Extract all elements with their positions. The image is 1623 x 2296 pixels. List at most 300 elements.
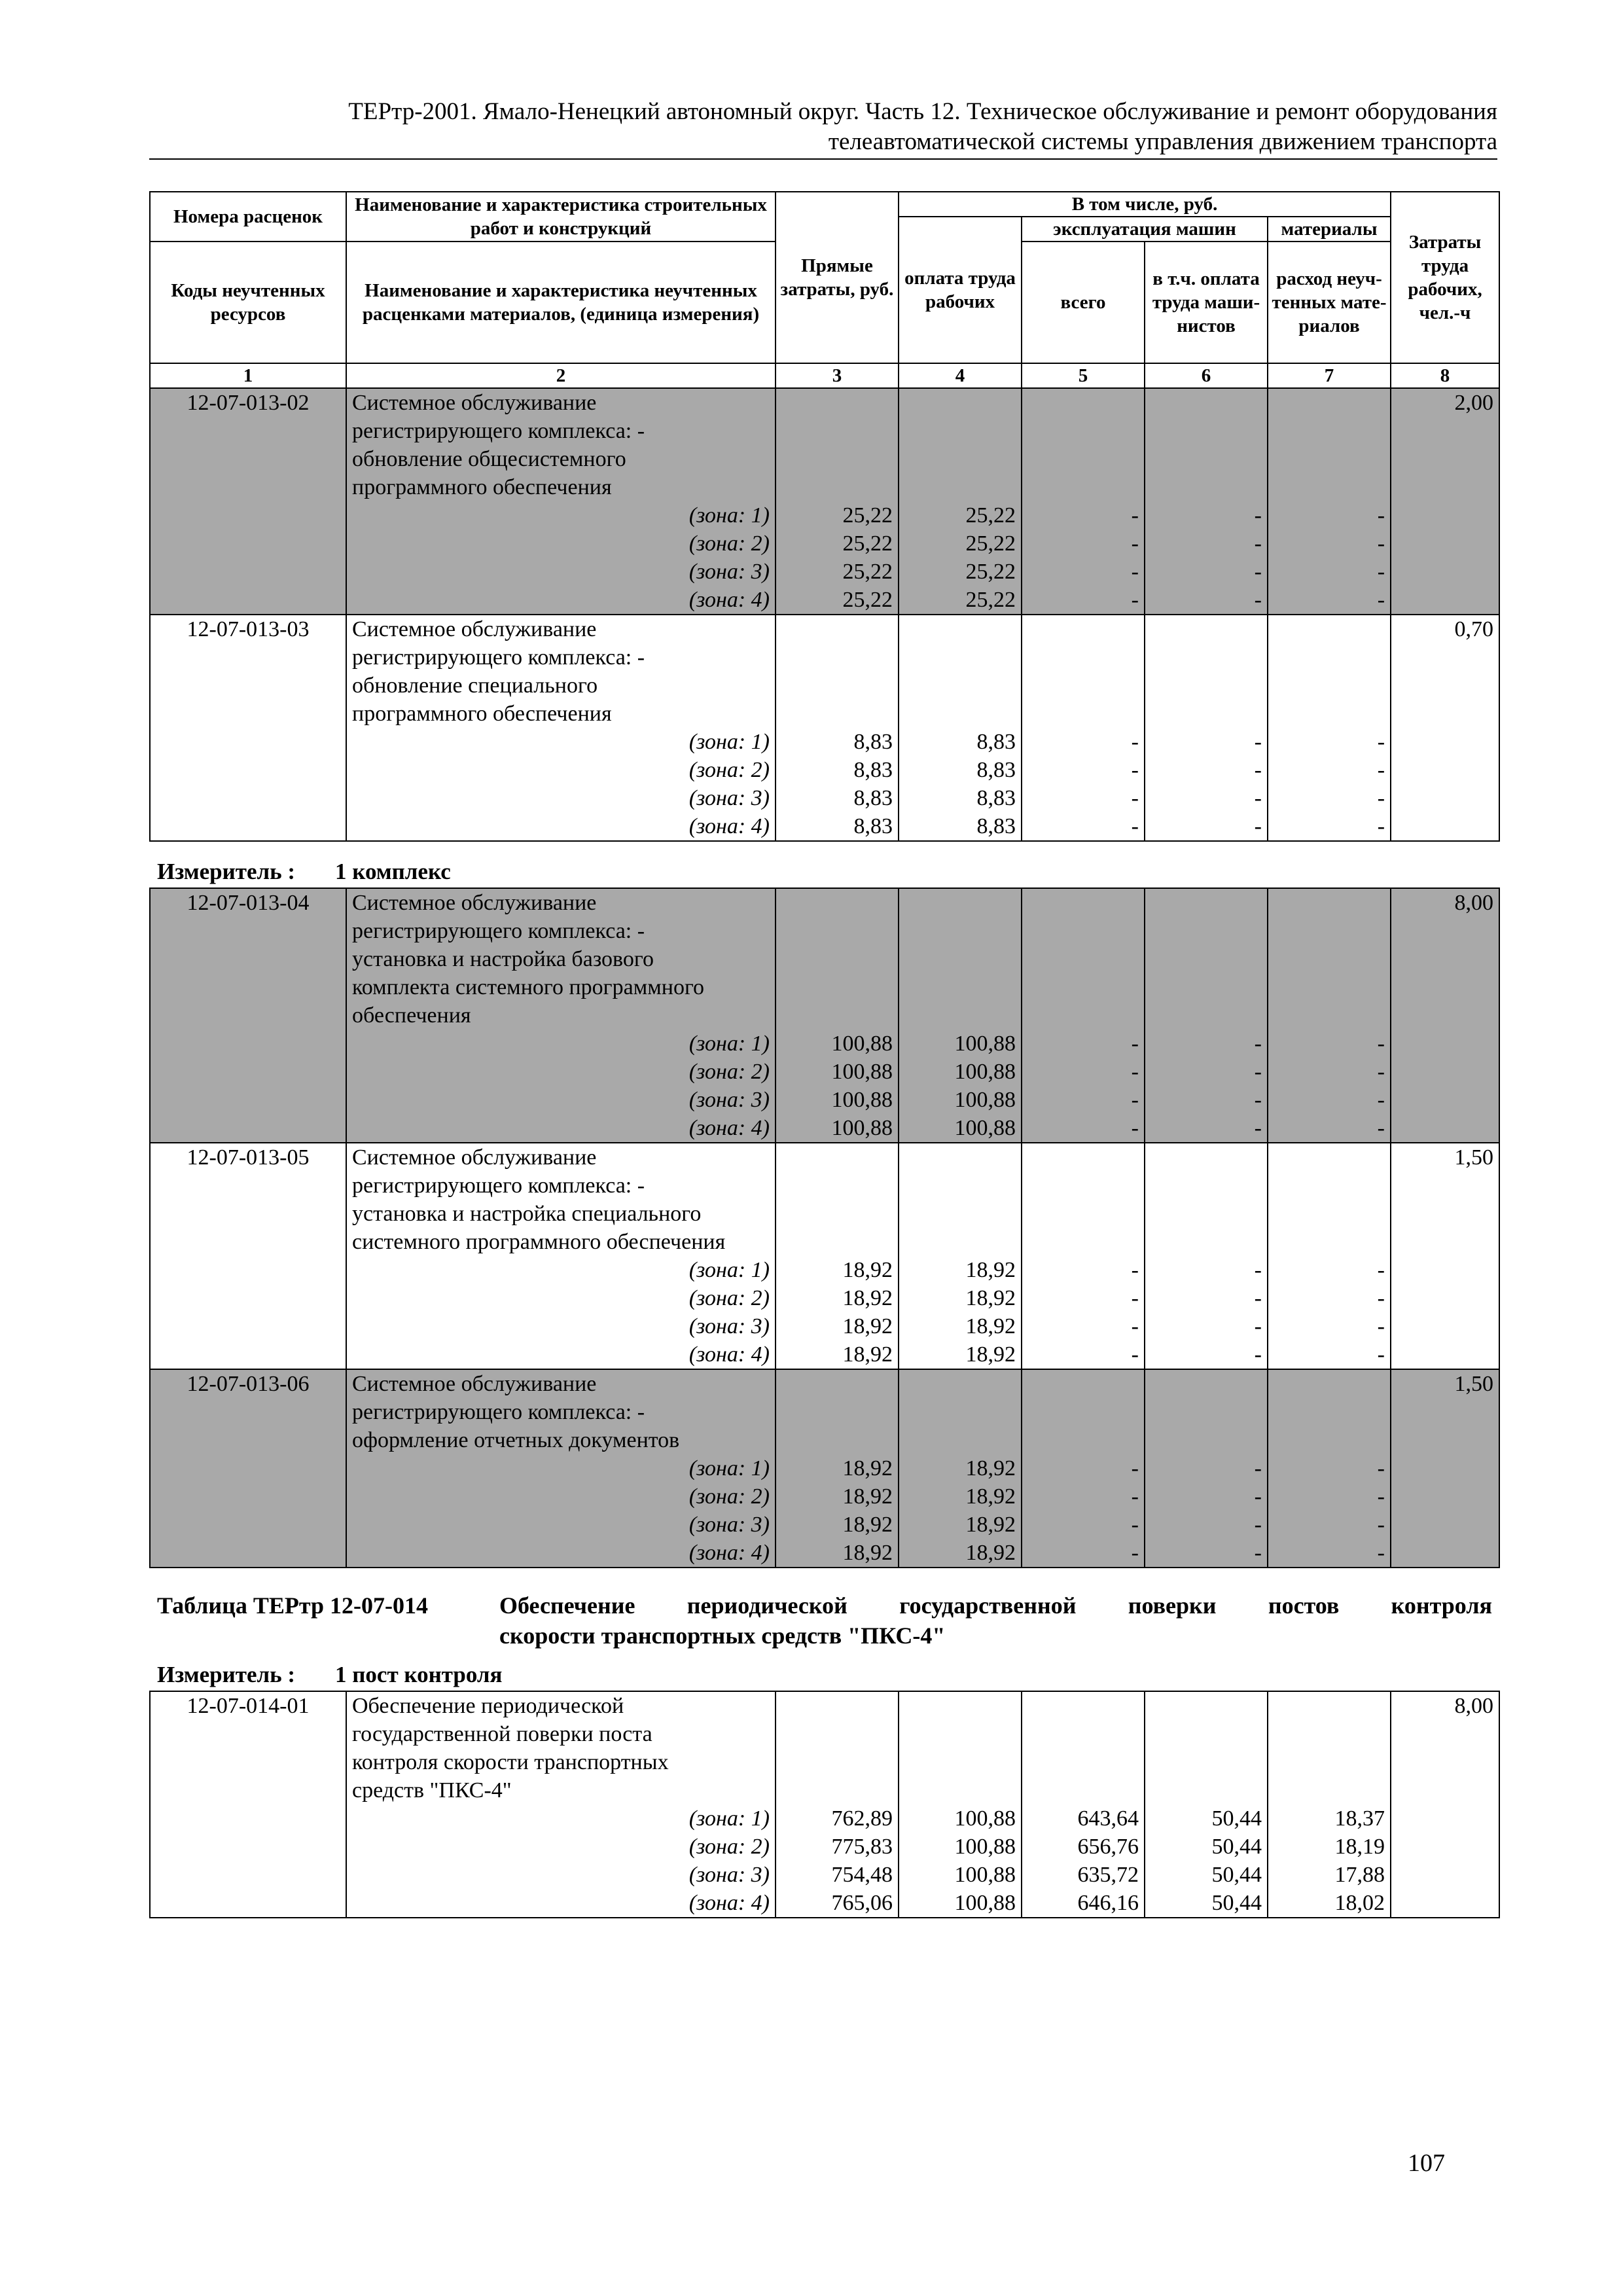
empty-cell xyxy=(899,700,1022,728)
machines-total-value: - xyxy=(1022,1312,1145,1340)
rate-description-line: Системное обслуживание xyxy=(346,1369,776,1398)
empty-cell xyxy=(1391,1256,1499,1284)
machinists-wages-value: 50,44 xyxy=(1145,1833,1268,1861)
machinists-wages-value: - xyxy=(1145,1539,1268,1568)
labor-hours xyxy=(1391,1748,1499,1776)
empty-cell xyxy=(1022,445,1145,473)
zone-row xyxy=(150,1539,1499,1568)
zone-row xyxy=(150,1256,1499,1284)
unaccounted-materials-value: - xyxy=(1268,1256,1391,1284)
rate-description-line: оформление отчетных документов xyxy=(346,1426,776,1454)
machines-total-value: - xyxy=(1022,501,1145,529)
empty-cell xyxy=(899,1200,1022,1228)
rate-description-row xyxy=(150,445,1499,473)
zone-label: (зона: 4) xyxy=(346,1114,776,1143)
machinists-wages-value: - xyxy=(1145,1086,1268,1114)
machines-total-value: - xyxy=(1022,558,1145,586)
worker-wages-value: 100,88 xyxy=(899,1889,1022,1918)
zone-label: (зона: 2) xyxy=(346,1482,776,1511)
empty-cell xyxy=(899,417,1022,445)
zone-row xyxy=(150,1030,1499,1058)
labor-hours xyxy=(1391,473,1499,501)
empty-cell xyxy=(150,1861,346,1889)
empty-cell xyxy=(1145,388,1268,417)
empty-cell xyxy=(899,917,1022,945)
rate-description-line: обновление общесистемного xyxy=(346,445,776,473)
empty-cell xyxy=(899,888,1022,917)
rate-code xyxy=(150,1776,346,1804)
empty-cell xyxy=(150,558,346,586)
empty-cell xyxy=(1391,1889,1499,1918)
zone-row xyxy=(150,1114,1499,1143)
empty-cell xyxy=(1268,945,1391,973)
empty-cell xyxy=(1022,888,1145,917)
empty-cell xyxy=(776,473,899,501)
machines-total-value: - xyxy=(1022,1030,1145,1058)
empty-cell xyxy=(776,615,899,643)
zone-label: (зона: 1) xyxy=(346,1454,776,1482)
zone-label: (зона: 3) xyxy=(346,784,776,812)
rate-description-line: программного обеспечения xyxy=(346,473,776,501)
machines-total-value: - xyxy=(1022,1256,1145,1284)
empty-cell xyxy=(1022,1200,1145,1228)
machines-total-value: - xyxy=(1022,1058,1145,1086)
col-number-7: 7 xyxy=(1268,363,1391,388)
labor-hours xyxy=(1391,1720,1499,1748)
col-machinists-wages-header: в т.ч. оплата труда маши-нистов xyxy=(1145,242,1268,363)
direct-costs-value: 8,83 xyxy=(776,756,899,784)
labor-hours xyxy=(1391,1200,1499,1228)
machines-total-value: - xyxy=(1022,529,1145,558)
empty-cell xyxy=(150,1340,346,1369)
col-number-4: 4 xyxy=(899,363,1022,388)
empty-cell xyxy=(1145,1691,1268,1720)
direct-costs-value: 8,83 xyxy=(776,728,899,756)
empty-cell xyxy=(1022,1748,1145,1776)
empty-cell xyxy=(150,501,346,529)
rate-description-line: обеспечения xyxy=(346,1001,776,1030)
direct-costs-value: 8,83 xyxy=(776,784,899,812)
machines-total-value: 646,16 xyxy=(1022,1889,1145,1918)
empty-cell xyxy=(776,1001,899,1030)
unaccounted-materials-value: - xyxy=(1268,1454,1391,1482)
empty-cell xyxy=(1268,973,1391,1001)
empty-cell xyxy=(776,417,899,445)
empty-cell xyxy=(1022,973,1145,1001)
zone-row xyxy=(150,784,1499,812)
rate-description-line: установка и настройка специального xyxy=(346,1200,776,1228)
machines-total-value: 643,64 xyxy=(1022,1804,1145,1833)
labor-hours: 8,00 xyxy=(1391,1691,1499,1720)
labor-hours: 1,50 xyxy=(1391,1143,1499,1172)
empty-cell xyxy=(150,1804,346,1833)
empty-cell xyxy=(1022,473,1145,501)
zone-label: (зона: 4) xyxy=(346,812,776,841)
empty-cell xyxy=(776,672,899,700)
rate-code xyxy=(150,700,346,728)
unaccounted-materials-value: - xyxy=(1268,1511,1391,1539)
empty-cell xyxy=(899,1426,1022,1454)
rate-description-row xyxy=(150,1426,1499,1454)
worker-wages-value: 100,88 xyxy=(899,1114,1022,1143)
machines-total-value: - xyxy=(1022,1511,1145,1539)
machinists-wages-value: - xyxy=(1145,1284,1268,1312)
rate-description-line: обновление специального xyxy=(346,672,776,700)
rate-code: 12-07-013-05 xyxy=(150,1143,346,1172)
zone-label: (зона: 2) xyxy=(346,756,776,784)
header-rule xyxy=(149,158,1497,160)
empty-cell xyxy=(1145,417,1268,445)
empty-cell xyxy=(1022,672,1145,700)
empty-cell xyxy=(899,1001,1022,1030)
worker-wages-value: 100,88 xyxy=(899,1833,1022,1861)
empty-cell xyxy=(1145,1369,1268,1398)
empty-cell xyxy=(1391,1086,1499,1114)
direct-costs-value: 100,88 xyxy=(776,1030,899,1058)
zone-label: (зона: 2) xyxy=(346,1058,776,1086)
direct-costs-value: 762,89 xyxy=(776,1804,899,1833)
empty-cell xyxy=(1145,1001,1268,1030)
labor-hours xyxy=(1391,417,1499,445)
unaccounted-materials-value: - xyxy=(1268,784,1391,812)
empty-cell xyxy=(776,1398,899,1426)
zone-label: (зона: 1) xyxy=(346,1256,776,1284)
empty-cell xyxy=(1268,1776,1391,1804)
empty-cell xyxy=(1391,784,1499,812)
direct-costs-value: 25,22 xyxy=(776,529,899,558)
empty-cell xyxy=(899,973,1022,1001)
machines-total-value: - xyxy=(1022,1284,1145,1312)
rate-description-line: государственной поверки поста xyxy=(346,1720,776,1748)
direct-costs-value: 18,92 xyxy=(776,1511,899,1539)
empty-cell xyxy=(1268,1691,1391,1720)
empty-cell xyxy=(1268,417,1391,445)
labor-hours xyxy=(1391,672,1499,700)
machines-total-value: - xyxy=(1022,1086,1145,1114)
empty-cell xyxy=(899,672,1022,700)
labor-hours: 2,00 xyxy=(1391,388,1499,417)
empty-cell xyxy=(899,615,1022,643)
empty-cell xyxy=(1022,1369,1145,1398)
machinists-wages-value: - xyxy=(1145,1482,1268,1511)
empty-cell xyxy=(1391,586,1499,615)
worker-wages-value: 100,88 xyxy=(899,1804,1022,1833)
empty-cell xyxy=(899,1776,1022,1804)
zone-label: (зона: 3) xyxy=(346,1312,776,1340)
direct-costs-value: 18,92 xyxy=(776,1482,899,1511)
direct-costs-value: 18,92 xyxy=(776,1312,899,1340)
table-title-line-1: Обеспечение периодической государственной поверки постов контроля xyxy=(499,1592,1492,1619)
table-title-line-2: скорости транспортных средств "ПКС-4" xyxy=(499,1623,946,1649)
empty-cell xyxy=(1145,945,1268,973)
rate-description-row xyxy=(150,388,1499,417)
rate-description-row xyxy=(150,1172,1499,1200)
empty-cell xyxy=(1391,1340,1499,1369)
empty-cell xyxy=(150,1284,346,1312)
empty-cell xyxy=(1391,1284,1499,1312)
empty-cell xyxy=(899,1691,1022,1720)
machinists-wages-value: 50,44 xyxy=(1145,1889,1268,1918)
labor-hours xyxy=(1391,1001,1499,1030)
zone-row xyxy=(150,501,1499,529)
col-direct-costs-header: Прямые затраты, руб. xyxy=(776,192,899,363)
worker-wages-value: 18,92 xyxy=(899,1539,1022,1568)
zone-label: (зона: 2) xyxy=(346,1284,776,1312)
empty-cell xyxy=(150,529,346,558)
machinists-wages-value: - xyxy=(1145,529,1268,558)
zone-row xyxy=(150,1340,1499,1369)
machines-total-value: - xyxy=(1022,812,1145,841)
empty-cell xyxy=(1145,1776,1268,1804)
zone-row xyxy=(150,1284,1499,1312)
labor-hours xyxy=(1391,700,1499,728)
machinists-wages-value: 50,44 xyxy=(1145,1861,1268,1889)
empty-cell xyxy=(776,1369,899,1398)
empty-cell xyxy=(1022,1720,1145,1748)
labor-hours: 1,50 xyxy=(1391,1369,1499,1398)
unaccounted-materials-value: 17,88 xyxy=(1268,1861,1391,1889)
unaccounted-materials-value: - xyxy=(1268,1284,1391,1312)
rate-description-line: комплекта системного программного xyxy=(346,973,776,1001)
rate-description-row xyxy=(150,917,1499,945)
zone-row xyxy=(150,1804,1499,1833)
empty-cell xyxy=(1391,728,1499,756)
empty-cell xyxy=(1268,445,1391,473)
zone-label: (зона: 1) xyxy=(346,728,776,756)
rate-description-line: системного программного обеспечения xyxy=(346,1228,776,1256)
empty-cell xyxy=(899,388,1022,417)
zone-row xyxy=(150,1511,1499,1539)
meter-unit: 1 комплекс xyxy=(335,859,451,884)
empty-cell xyxy=(776,1720,899,1748)
empty-cell xyxy=(1391,558,1499,586)
zone-row xyxy=(150,1454,1499,1482)
labor-hours xyxy=(1391,973,1499,1001)
empty-cell xyxy=(1391,756,1499,784)
empty-cell xyxy=(776,917,899,945)
rate-code xyxy=(150,1720,346,1748)
col-number-6: 6 xyxy=(1145,363,1268,388)
empty-cell xyxy=(1022,643,1145,672)
rate-code xyxy=(150,1228,346,1256)
labor-hours xyxy=(1391,945,1499,973)
machinists-wages-value: - xyxy=(1145,586,1268,615)
machinists-wages-value: - xyxy=(1145,1058,1268,1086)
col-labor-header: Затраты труда рабочих, чел.-ч xyxy=(1391,192,1499,363)
empty-cell xyxy=(1391,1482,1499,1511)
rate-code xyxy=(150,945,346,973)
empty-cell xyxy=(1145,917,1268,945)
rate-code xyxy=(150,1426,346,1454)
rate-description-line: программного обеспечения xyxy=(346,700,776,728)
worker-wages-value: 8,83 xyxy=(899,728,1022,756)
empty-cell xyxy=(1391,1833,1499,1861)
direct-costs-value: 100,88 xyxy=(776,1114,899,1143)
machines-total-value: - xyxy=(1022,1340,1145,1369)
rate-description-line: Обеспечение периодической xyxy=(346,1691,776,1720)
unaccounted-materials-value: - xyxy=(1268,1030,1391,1058)
direct-costs-value: 100,88 xyxy=(776,1058,899,1086)
empty-cell xyxy=(776,888,899,917)
direct-costs-value: 18,92 xyxy=(776,1539,899,1568)
empty-cell xyxy=(776,973,899,1001)
labor-hours xyxy=(1391,1172,1499,1200)
worker-wages-value: 18,92 xyxy=(899,1511,1022,1539)
machinists-wages-value: - xyxy=(1145,1114,1268,1143)
empty-cell xyxy=(1145,1748,1268,1776)
empty-cell xyxy=(776,1691,899,1720)
empty-cell xyxy=(776,1426,899,1454)
empty-cell xyxy=(1268,672,1391,700)
empty-cell xyxy=(1391,1114,1499,1143)
rate-description-row xyxy=(150,888,1499,917)
empty-cell xyxy=(150,1889,346,1918)
rate-description-row xyxy=(150,1720,1499,1748)
rate-description-line: установка и настройка базового xyxy=(346,945,776,973)
machinists-wages-value: - xyxy=(1145,812,1268,841)
meter-complex xyxy=(157,857,451,886)
header-line-2: телеавтоматической системы управления движением транспорта xyxy=(828,128,1497,155)
empty-cell xyxy=(1391,1539,1499,1568)
rate-code xyxy=(150,1001,346,1030)
empty-cell xyxy=(1268,643,1391,672)
col-wages-header: оплата труда рабочих xyxy=(899,217,1022,363)
empty-cell xyxy=(1145,700,1268,728)
rate-code xyxy=(150,973,346,1001)
empty-cell xyxy=(1022,1398,1145,1426)
empty-cell xyxy=(1391,501,1499,529)
empty-cell xyxy=(1268,473,1391,501)
zone-label: (зона: 4) xyxy=(346,1889,776,1918)
empty-cell xyxy=(1145,615,1268,643)
empty-cell xyxy=(1145,973,1268,1001)
rate-code: 12-07-014-01 xyxy=(150,1691,346,1720)
empty-cell xyxy=(1391,1804,1499,1833)
rate-code xyxy=(150,917,346,945)
unaccounted-materials-value: 18,19 xyxy=(1268,1833,1391,1861)
unaccounted-materials-value: - xyxy=(1268,1539,1391,1568)
empty-cell xyxy=(899,643,1022,672)
worker-wages-value: 25,22 xyxy=(899,558,1022,586)
machinists-wages-value: - xyxy=(1145,728,1268,756)
machines-total-value: - xyxy=(1022,1539,1145,1568)
empty-cell xyxy=(899,945,1022,973)
machinists-wages-value: - xyxy=(1145,1256,1268,1284)
page-header xyxy=(149,97,1497,157)
empty-cell xyxy=(776,945,899,973)
table-title-prefix: Таблица ТЕРтр 12-07-014 xyxy=(157,1592,429,1619)
empty-cell xyxy=(1391,1030,1499,1058)
col-number-1: 1 xyxy=(150,363,346,388)
rate-description-row xyxy=(150,1001,1499,1030)
empty-cell xyxy=(776,1228,899,1256)
worker-wages-value: 18,92 xyxy=(899,1454,1022,1482)
empty-cell xyxy=(1391,812,1499,841)
unaccounted-materials-value: - xyxy=(1268,1340,1391,1369)
empty-cell xyxy=(1391,1058,1499,1086)
empty-cell xyxy=(1268,1748,1391,1776)
zone-label: (зона: 1) xyxy=(346,1030,776,1058)
rate-description-row xyxy=(150,1369,1499,1398)
zone-label: (зона: 2) xyxy=(346,1833,776,1861)
empty-cell xyxy=(776,1143,899,1172)
rate-code xyxy=(150,1200,346,1228)
worker-wages-value: 100,88 xyxy=(899,1030,1022,1058)
rate-code: 12-07-013-03 xyxy=(150,615,346,643)
empty-cell xyxy=(899,1228,1022,1256)
empty-cell xyxy=(1145,1143,1268,1172)
worker-wages-value: 18,92 xyxy=(899,1284,1022,1312)
col-resource-codes-header: Коды неучтенных ресурсов xyxy=(150,242,346,363)
worker-wages-value: 25,22 xyxy=(899,529,1022,558)
rate-description-row xyxy=(150,1143,1499,1172)
empty-cell xyxy=(1145,1172,1268,1200)
machines-total-value: 635,72 xyxy=(1022,1861,1145,1889)
labor-hours xyxy=(1391,445,1499,473)
rate-description-line: регистрирующего комплекса: - xyxy=(346,417,776,445)
rate-code xyxy=(150,445,346,473)
empty-cell xyxy=(1022,1143,1145,1172)
machinists-wages-value: - xyxy=(1145,1340,1268,1369)
col-number-3: 3 xyxy=(776,363,899,388)
empty-cell xyxy=(1268,1200,1391,1228)
rate-description-row xyxy=(150,417,1499,445)
rate-description-row xyxy=(150,700,1499,728)
rates-table-post xyxy=(149,1691,1500,1918)
empty-cell xyxy=(1268,615,1391,643)
zone-row xyxy=(150,812,1499,841)
empty-cell xyxy=(1145,1398,1268,1426)
machinists-wages-value: - xyxy=(1145,1030,1268,1058)
empty-cell xyxy=(1268,1426,1391,1454)
worker-wages-value: 8,83 xyxy=(899,784,1022,812)
empty-cell xyxy=(150,728,346,756)
rate-description-row xyxy=(150,945,1499,973)
empty-cell xyxy=(1022,1776,1145,1804)
empty-cell xyxy=(1145,1228,1268,1256)
rate-code xyxy=(150,473,346,501)
empty-cell xyxy=(776,388,899,417)
direct-costs-value: 25,22 xyxy=(776,586,899,615)
rates-table-head xyxy=(149,191,1500,842)
rate-code: 12-07-013-06 xyxy=(150,1369,346,1398)
zone-label: (зона: 4) xyxy=(346,586,776,615)
empty-cell xyxy=(150,1833,346,1861)
zone-row xyxy=(150,529,1499,558)
empty-cell xyxy=(1145,643,1268,672)
worker-wages-value: 100,88 xyxy=(899,1086,1022,1114)
rate-description-row xyxy=(150,973,1499,1001)
empty-cell xyxy=(1268,1228,1391,1256)
zone-label: (зона: 3) xyxy=(346,1861,776,1889)
empty-cell xyxy=(1268,1398,1391,1426)
zone-row xyxy=(150,1312,1499,1340)
empty-cell xyxy=(1391,1312,1499,1340)
machines-total-value: - xyxy=(1022,1454,1145,1482)
rate-code xyxy=(150,643,346,672)
rates-table-complex xyxy=(149,888,1500,1568)
empty-cell xyxy=(1268,888,1391,917)
empty-cell xyxy=(1268,1001,1391,1030)
rate-description-line: средств "ПКС-4" xyxy=(346,1776,776,1804)
unaccounted-materials-value: - xyxy=(1268,1312,1391,1340)
machinists-wages-value: - xyxy=(1145,501,1268,529)
machines-total-value: 656,76 xyxy=(1022,1833,1145,1861)
empty-cell xyxy=(150,1312,346,1340)
labor-hours xyxy=(1391,1426,1499,1454)
empty-cell xyxy=(150,1086,346,1114)
empty-cell xyxy=(776,1748,899,1776)
